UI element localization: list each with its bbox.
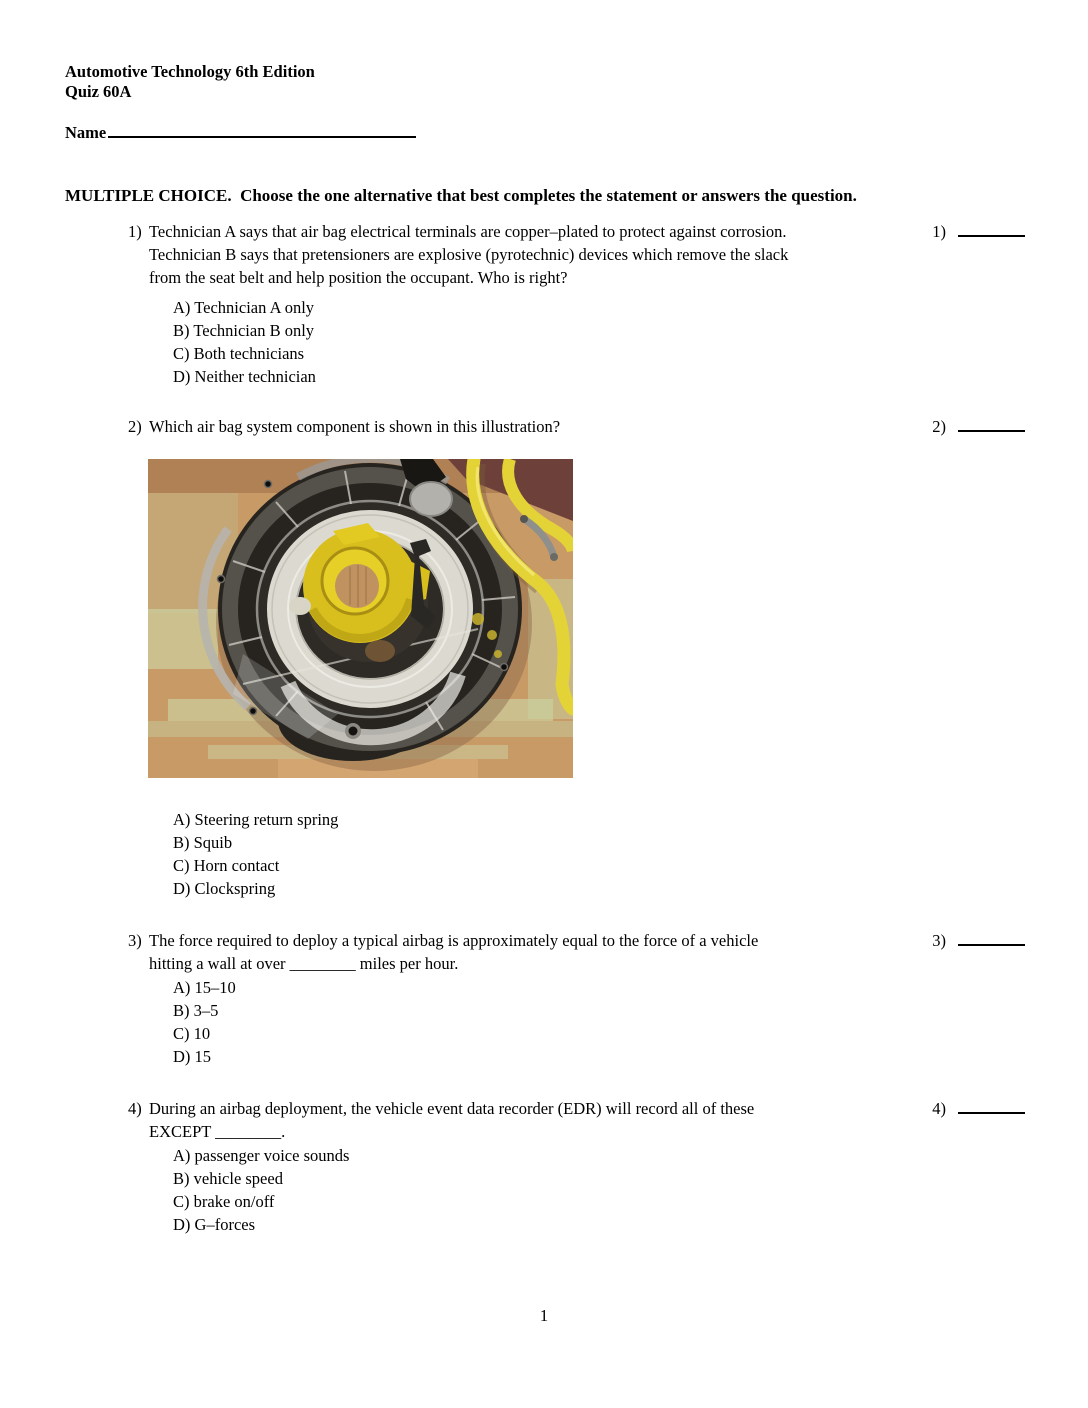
instructions: MULTIPLE CHOICE. Choose the one alternative that best completes the statement or answers the question. [65, 186, 857, 205]
choice-4c[interactable]: C) brake on/off [173, 1192, 275, 1211]
question-1-line-3: from the seat belt and help position the occupant. Who is right? [149, 268, 568, 287]
choice-2a[interactable]: A) Steering return spring [173, 810, 339, 829]
choice-2c[interactable]: C) Horn contact [173, 856, 280, 875]
choice-3b[interactable]: B) 3–5 [173, 1001, 219, 1020]
document-header [65, 62, 315, 102]
question-3-choices [173, 976, 1088, 1068]
question-4-number: 4) [128, 1099, 142, 1118]
question-1-choices [173, 296, 1088, 388]
name-input-line[interactable] [108, 121, 416, 138]
choice-4d[interactable]: D) G–forces [173, 1215, 256, 1234]
answer-slot-1: 1) [932, 221, 1025, 242]
choice-4b[interactable]: B) vehicle speed [173, 1169, 283, 1188]
question-2-choices [173, 808, 1088, 900]
document-title: Automotive Technology 6th Edition [65, 62, 315, 81]
page-number: 1 [539, 1306, 549, 1325]
answer-blank-2[interactable] [958, 416, 1025, 432]
choice-1a[interactable]: A) Technician A only [173, 298, 315, 317]
choice-1c[interactable]: C) Both technicians [173, 344, 305, 363]
answer-slot-2: 2) [932, 416, 1025, 437]
question-4-line-2: EXCEPT ________. [149, 1122, 286, 1141]
answer-blank-1[interactable] [958, 221, 1025, 237]
name-label: Name [65, 123, 107, 142]
question-3 [0, 929, 1088, 1068]
question-1-line-2: Technician B says that pretensioners are explosive (pyrotechnic) devices which remove the slack [149, 245, 789, 264]
choice-3a[interactable]: A) 15–10 [173, 978, 236, 997]
answer-slot-4: 4) [932, 1098, 1025, 1119]
question-4 [0, 1097, 1088, 1236]
choice-4a[interactable]: A) passenger voice sounds [173, 1146, 350, 1165]
answer-blank-4[interactable] [958, 1098, 1025, 1114]
question-2 [0, 415, 1088, 900]
choice-2b[interactable]: B) Squib [173, 833, 233, 852]
question-3-line-2: hitting a wall at over ________ miles per hour. [149, 954, 459, 973]
choice-3c[interactable]: C) 10 [173, 1024, 211, 1043]
question-1-line-1: 1) Technician A says that air bag electrical terminals are copper–plated to protect against corrosion. [128, 222, 787, 241]
clockspring-photo [148, 459, 573, 778]
question-3-line-1: 3) The force required to deploy a typical airbag is approximately equal to the force of a vehicle [128, 931, 759, 950]
choice-3d[interactable]: D) 15 [173, 1047, 212, 1066]
question-1-number: 1) [128, 222, 142, 241]
choice-2d[interactable]: D) Clockspring [173, 879, 276, 898]
choice-1d[interactable]: D) Neither technician [173, 367, 316, 386]
answer-slot-3: 3) [932, 930, 1025, 951]
question-2-number: 2) [128, 417, 142, 436]
choice-1b[interactable]: B) Technician B only [173, 321, 315, 340]
question-3-number: 3) [128, 931, 142, 950]
question-1 [0, 220, 1088, 388]
name-row [65, 121, 416, 143]
question-4-choices [173, 1144, 1088, 1236]
question-4-line-1: 4) During an airbag deployment, the vehicle event data recorder (EDR) will record all of these [128, 1099, 755, 1118]
document-subtitle: Quiz 60A [65, 82, 132, 101]
answer-blank-3[interactable] [958, 930, 1025, 946]
question-2-line-1: 2) Which air bag system component is shown in this illustration? [128, 417, 561, 436]
